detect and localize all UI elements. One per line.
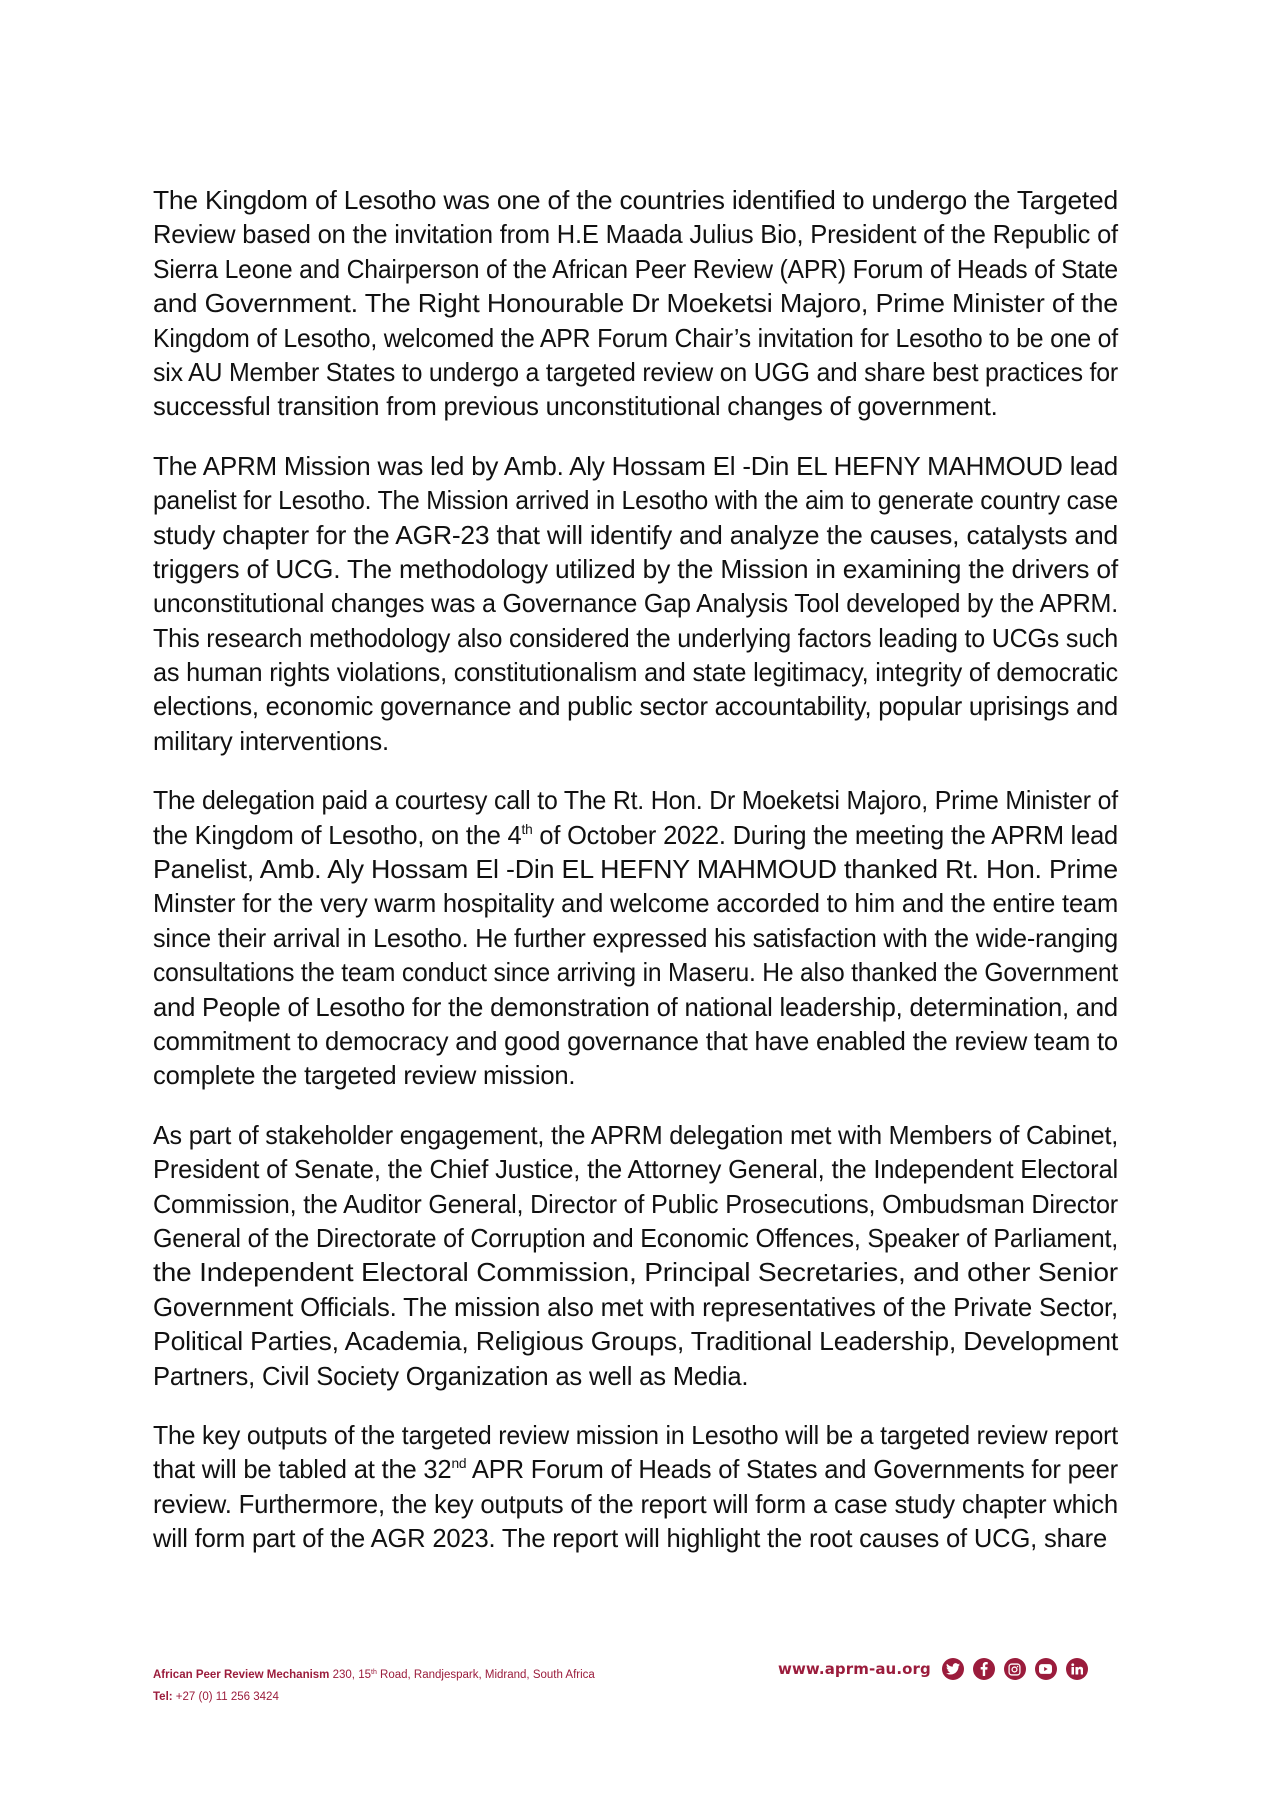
text-line: President of Senate, the Chief Justice, the Attorney General, the Independent Electoral (153, 1154, 1118, 1185)
text-line: Partners, Civil Society Organization as well as Media. (153, 1360, 749, 1391)
text-line: unconstitutional changes was a Governance Gap Analysis Tool developed by the APRM. (153, 588, 1119, 619)
footer-address-suffix: Road, Randjespark, Midrand, South Africa (376, 1669, 595, 1681)
text-line: Sierra Leone and Chairperson of the African Peer Review (APR) Forum of Heads of State (153, 253, 1118, 284)
text-line: complete the targeted review mission. (153, 1060, 576, 1091)
text-line: The APRM Mission was led by Amb. Aly Hossam El -Din EL HEFNY MAHMOUD lead (153, 450, 1119, 481)
text-line: review. Furthermore, the key outputs of the report will form a case study chapter which (153, 1488, 1119, 1519)
facebook-icon[interactable] (973, 1658, 995, 1680)
text-line: panelist for Lesotho. The Mission arrived in Lesotho with the aim to generate country case (153, 485, 1119, 516)
text-line: commitment to democracy and good governance that have enabled the review team to (153, 1025, 1118, 1056)
text-line: and People of Lesotho for the demonstration of national leadership, determination, and (153, 991, 1118, 1022)
footer-address-line (153, 1664, 595, 1686)
text-line: six AU Member States to undergo a targeted review on UGG and share best practices for (153, 356, 1118, 387)
paragraph (153, 783, 1118, 1093)
text-line: As part of stakeholder engagement, the APRM delegation met with Members of Cabinet, (153, 1119, 1119, 1150)
paragraph (153, 1118, 1118, 1393)
footer-tel-value: +27 (0) 11 256 3424 (172, 1691, 279, 1703)
youtube-icon[interactable] (1035, 1658, 1057, 1680)
paragraph (153, 1418, 1118, 1556)
text-line: Review based on the invitation from H.E Maada Julius Bio, President of the Republic of (153, 219, 1118, 250)
text-line: as human rights violations, constitutionalism and state legitimacy, integrity of democratic (153, 657, 1119, 688)
text-line: elections, economic governance and public sector accountability, popular uprisings and (153, 691, 1119, 722)
website-link[interactable]: www.aprm-au.org (778, 1660, 931, 1678)
text-line: since their arrival in Lesotho. He further expressed his satisfaction with the wide-ranging (153, 922, 1119, 953)
text-line: consultations the team conduct since arriving in Maseru. He also thanked the Government (153, 957, 1119, 988)
footer-links (778, 1658, 1088, 1680)
text-line: military interventions. (153, 725, 389, 756)
instagram-icon[interactable] (1004, 1658, 1026, 1680)
text-line: successful transition from previous unconstitutional changes of government. (153, 391, 998, 422)
text-line: that will be tabled at the 32nd APR Forum of Heads of States and Governments for peer (153, 1454, 1118, 1485)
text-line: Government Officials. The mission also met with representatives of the Private Sector, (153, 1291, 1119, 1322)
page-footer (153, 1660, 1118, 1714)
text-line: The delegation paid a courtesy call to The Rt. Hon. Dr Moeketsi Majoro, Prime Minister of (153, 785, 1118, 816)
footer-org-name: African Peer Review Mechanism (153, 1669, 330, 1681)
twitter-icon[interactable] (942, 1658, 964, 1680)
text-line: study chapter for the AGR-23 that will identify and analyze the causes, catalysts and (153, 519, 1118, 550)
footer-address-sup: th (371, 1669, 377, 1676)
text-line: the Kingdom of Lesotho, on the 4th of October 2022. During the meeting the APRM lead (153, 819, 1119, 850)
text-line: The key outputs of the targeted review mission in Lesotho will be a targeted review report (153, 1419, 1118, 1450)
linkedin-icon[interactable] (1066, 1658, 1088, 1680)
document-body (153, 183, 1118, 1580)
footer-tel-line (153, 1686, 595, 1708)
text-line: and Government. The Right Honourable Dr Moeketsi Majoro, Prime Minister of the (153, 288, 1118, 319)
text-line: Political Parties, Academia, Religious Groups, Traditional Leadership, Development (153, 1326, 1119, 1357)
footer-tel-label: Tel: (153, 1691, 173, 1703)
text-line: The Kingdom of Lesotho was one of the countries identified to undergo the Targeted (153, 185, 1119, 215)
text-line: Panelist, Amb. Aly Hossam El -Din EL HEFNY MAHMOUD thanked Rt. Hon. Prime (153, 854, 1118, 885)
text-line: This research methodology also considered the underlying factors leading to UCGs such (153, 622, 1119, 653)
text-line: triggers of UCG. The methodology utilized by the Mission in examining the drivers of (153, 553, 1119, 584)
footer-address-prefix: 230, 15 (329, 1669, 371, 1681)
footer-contact (153, 1664, 595, 1708)
text-line: will form part of the AGR 2023. The report will highlight the root causes of UCG, share (153, 1523, 1108, 1554)
paragraph (153, 183, 1118, 424)
text-line: Commission, the Auditor General, Director of Public Prosecutions, Ombudsman Director (153, 1188, 1118, 1219)
text-line: the Independent Electoral Commission, Principal Secretaries, and other Senior (153, 1257, 1118, 1288)
text-line: Minster for the very warm hospitality and welcome accorded to him and the entire team (153, 888, 1119, 919)
text-line: Kingdom of Lesotho, welcomed the APR Forum Chair’s invitation for Lesotho to be one of (153, 322, 1118, 353)
text-line: General of the Directorate of Corruption and Economic Offences, Speaker of Parliament, (153, 1222, 1119, 1253)
paragraph (153, 449, 1118, 759)
